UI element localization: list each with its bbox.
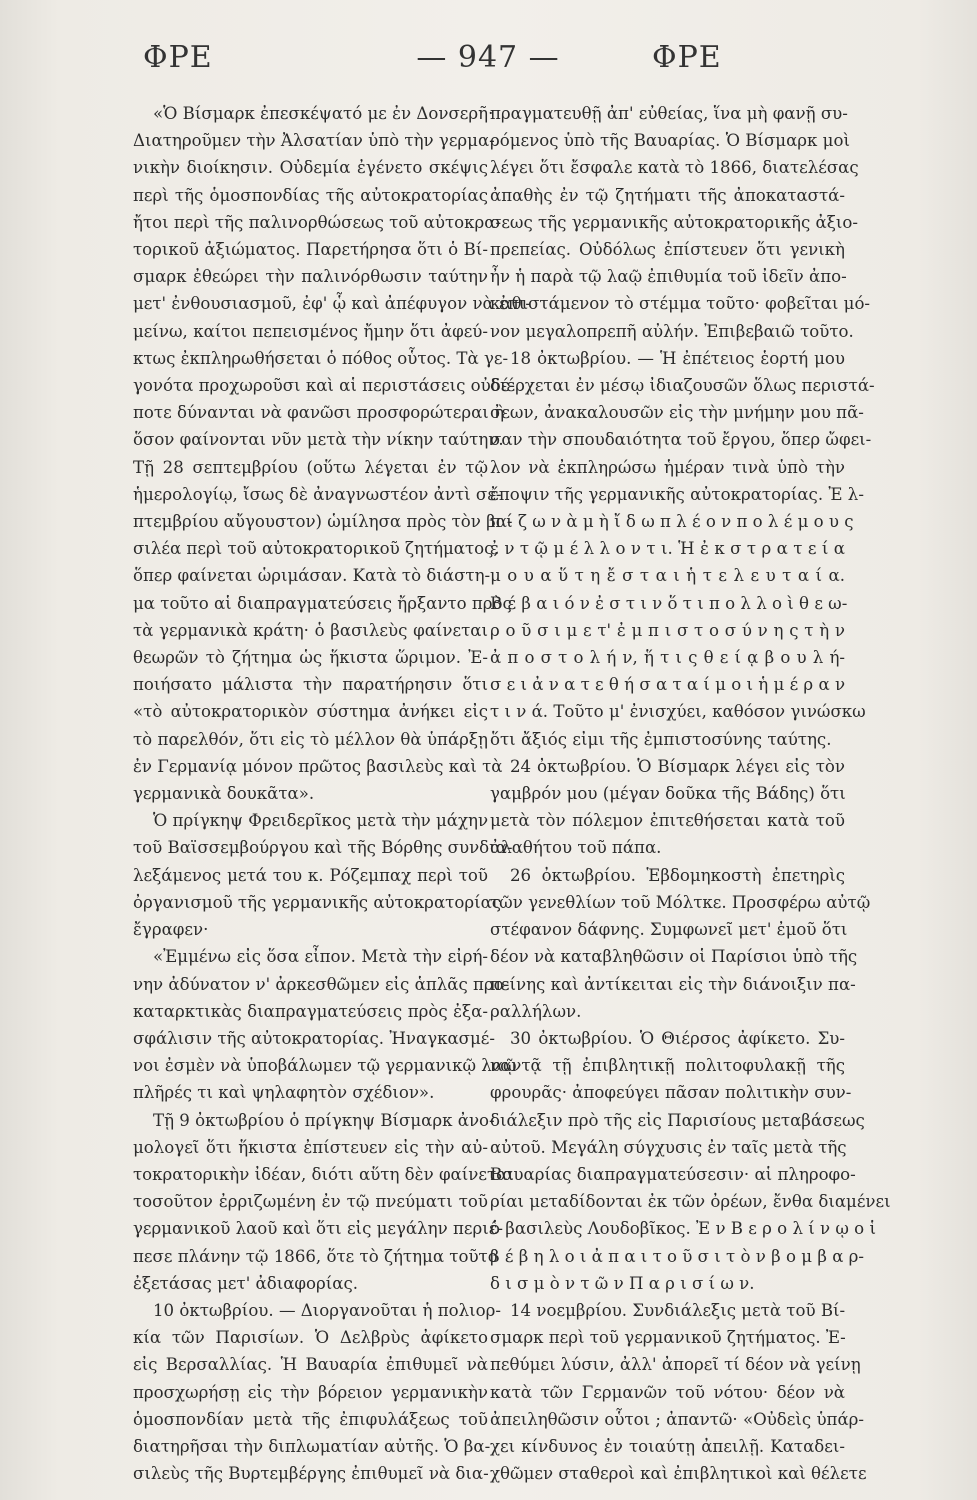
text-line: γερμανικοῦ λαοῦ καὶ ὅτι εἰς μεγάλην περιέ- bbox=[133, 1219, 503, 1239]
text-line: ἔποψιν τῆς γερμανικῆς αὐτοκρατορίας. Ἐ λ- bbox=[490, 484, 864, 504]
running-head-left: ΦΡΕ bbox=[143, 40, 213, 75]
text-line: 24 ὀκτωβρίου. Ὁ Βίσμαρκ λέγει εἰς τὸν bbox=[510, 756, 845, 776]
text-line: σμαρκ περὶ τοῦ γερμανικοῦ ζητήματος. Ἐ- bbox=[490, 1328, 846, 1348]
text-line: ἤτοι περὶ τῆς παλινορθώσεως τοῦ αὐτοκρα- bbox=[133, 212, 502, 232]
page-number: — 947 — bbox=[416, 40, 560, 75]
text-line: σφάλισιν τῆς αὐτοκρατορίας. Ἠναγκασμέ- bbox=[133, 1028, 495, 1048]
text-line: ποιήσατο μάλιστα τὴν παρατήρησιν ὅτι bbox=[133, 675, 488, 695]
text-line: ὅπερ φαίνεται ὡριμάσαν. Κατὰ τὸ διάστη- bbox=[133, 566, 491, 586]
text-line: πτεμβρίου αὔγουστον) ὡμίλησα πρὸς τὸν βα- bbox=[133, 512, 513, 532]
text-line: θεωρῶν τὸ ζήτημα ὡς ἥκιστα ὥριμον. Ἐ- bbox=[133, 648, 488, 668]
text-line: «τὸ αὐτοκρατορικὸν σύστημα ἀνήκει εἰς bbox=[133, 702, 488, 722]
text-line: διάλεξιν πρὸ τῆς εἰς Παρισίους μεταβάσεως bbox=[490, 1110, 865, 1130]
text-line: ἡμερολογίῳ, ἴσως δὲ ἀναγνωστέον ἀντὶ σε- bbox=[133, 484, 502, 504]
text-line: ρόμενος ὑπὸ τῆς Βαυαρίας. Ὁ Βίσμαρκ μοὶ bbox=[490, 131, 850, 151]
text-line: μολογεῖ ὅτι ἥκιστα ἐπίστευεν εἰς τὴν αὐ- bbox=[133, 1137, 488, 1157]
text-line: ἀ π ο σ τ ο λ ή ν, ἥ τ ι ς θ ε ί ᾳ β ο υ λ ή- bbox=[490, 648, 845, 668]
text-line: καθιστάμενον τὸ στέμμα τοῦτο· φοβεῖται μό- bbox=[490, 294, 871, 314]
text-line: σ ε ι ἀ ν α τ ε θ ή σ α τ α ί μ ο ι ἡ μ έ ρ α ν bbox=[490, 675, 846, 695]
text-line: ἀλαθήτου τοῦ πάπα. bbox=[490, 838, 662, 858]
text-line: ἦν ἡ παρὰ τῷ λαῷ ἐπιθυμία τοῦ ἰδεῖν ἀπο- bbox=[490, 267, 847, 287]
text-line: χθῶμεν σταθεροὶ καὶ ἐπιβλητικοὶ καὶ θέλετε bbox=[490, 1464, 867, 1484]
text-line: 18 ὀκτωβρίου. — Ἡ ἐπέτειος ἑορτή μου bbox=[510, 348, 845, 368]
text-line: ὅσον φαίνονται νῦν μετὰ τὴν νίκην ταύτην. bbox=[133, 430, 504, 450]
text-line: πεσε πλάνην τῷ 1866, ὅτε τὸ ζήτημα τοῦτο bbox=[133, 1246, 498, 1266]
text-line: γερμανικὰ δουκᾶτα». bbox=[133, 784, 315, 804]
text-line: μα τοῦτο αἱ διαπραγματεύσεις ἤρξαντο πρὸς bbox=[133, 593, 512, 613]
text-line: ναντᾷ τῇ ἐπιβλητικῇ πολιτοφυλακῇ τῆς bbox=[490, 1056, 845, 1076]
left-text-column bbox=[133, 100, 531, 1487]
text-line: λον νὰ ἐκπληρώσω ἡμέραν τινὰ ὑπὸ τὴν bbox=[490, 457, 845, 477]
text-line: φρουρᾶς· ἀποφεύγει πᾶσαν πολιτικὴν συν- bbox=[490, 1083, 852, 1103]
text-line: σεων, ἀνακαλουσῶν εἰς τὴν μνήμην μου πᾶ- bbox=[490, 403, 864, 423]
text-line: καταρκτικὰς διαπραγματεύσεις πρὸς ἐξα- bbox=[133, 1001, 488, 1021]
text-line: πεθύμει λύσιν, ἀλλ' ἀπορεῖ τί δέον νὰ γείνῃ bbox=[490, 1355, 861, 1375]
text-line: σμαρκ ἐθεώρει τὴν παλινόρθωσιν ταύτην bbox=[133, 267, 488, 287]
text-line: περὶ τῆς ὁμοσπονδίας τῆς αὐτοκρατορίας bbox=[133, 185, 488, 205]
right-text-column bbox=[490, 100, 891, 1487]
page-header bbox=[0, 40, 977, 90]
text-line: νον μεγαλοπρεπῆ αὐλήν. Ἐπιβεβαιῶ τοῦτο. bbox=[490, 321, 854, 341]
text-line: διατηρῆσαι τὴν διπλωματίαν αὐτῆς. Ὁ βα- bbox=[133, 1436, 491, 1456]
text-line: σιλέα περὶ τοῦ αὐτοκρατορικοῦ ζητήματος, bbox=[133, 539, 499, 559]
text-line: τοκρατορικὴν ἰδέαν, διότι αὕτη δὲν φαίνεται bbox=[133, 1164, 514, 1184]
text-line: ρίαι μεταδίδονται ἐκ τῶν ὀρέων, ἔνθα διαμένει bbox=[490, 1192, 891, 1212]
text-line: λεξάμενος μετά του κ. Ρόζεμπαχ περὶ τοῦ bbox=[133, 865, 488, 885]
text-line: ὁμοσπονδίαν μετὰ τῆς ἐπιφυλάξεως τοῦ bbox=[133, 1409, 488, 1429]
text-line: ραλλήλων. bbox=[490, 1001, 582, 1021]
text-line: ὀργανισμοῦ τῆς γερμανικῆς αὐτοκρατορίας bbox=[133, 892, 502, 912]
text-line: νοι ἐσμὲν νὰ ὑποβάλωμεν τῷ γερμανικῷ λαῷ bbox=[133, 1056, 517, 1076]
text-line: μείνω, καίτοι πεπεισμένος ἤμην ὅτι ἀφεύ- bbox=[133, 321, 488, 341]
text-line: ρ ο ῦ σ ι μ ε τ' ἐ μ π ι σ τ ο σ ύ ν η ς τ ὴ ν bbox=[490, 620, 845, 640]
text-line: μ ο υ α ὕ τ η ἔ σ τ α ι ἡ τ ε λ ε υ τ α ί α. bbox=[490, 566, 845, 586]
text-line: δέον νὰ καταβληθῶσιν οἱ Παρίσιοι ὑπὸ τῆς bbox=[490, 947, 858, 967]
text-line: χει κίνδυνος ἐν τοιαύτῃ ἀπειλῇ. Καταδει- bbox=[490, 1436, 845, 1456]
text-line: δ ι σ μ ὸ ν τ ῶ ν Π α ρ ι σ ί ω ν. bbox=[490, 1273, 755, 1293]
text-line: τῶν γενεθλίων τοῦ Μόλτκε. Προσφέρω αὐτῷ bbox=[490, 892, 871, 912]
text-line: μετ' ἐνθουσιασμοῦ, ἐφ' ᾧ καὶ ἀπέφυγον νὰ ἐπι- bbox=[133, 294, 531, 314]
text-line: τοῦ Βαϊσσεμβούργου καὶ τῆς Βόρθης συνδια- bbox=[133, 838, 513, 858]
text-line: ἀπαθὴς ἐν τῷ ζητήματι τῆς ἀποκαταστά- bbox=[490, 185, 845, 205]
text-line: πλῆρές τι καὶ ψηλαφητὸν σχέδιον». bbox=[133, 1083, 435, 1103]
text-line: ἔγραφεν· bbox=[133, 920, 209, 940]
text-line: Β έ β α ι ό ν ἐ σ τ ι ν ὅ τ ι π ο λ λ ο ὶ θ ε ω- bbox=[490, 593, 848, 613]
text-line: π ί ζ ω ν ὰ μ ὴ ἴ δ ω π λ έ ο ν π ο λ έ μ ο υ ς bbox=[490, 512, 854, 532]
text-line: γαμβρόν μου (μέγαν δοῦκα τῆς Βάδης) ὅτι bbox=[490, 784, 846, 804]
text-line: τ ι ν ά. Τοῦτο μ' ἐνισχύει, καθόσον γινώσκω bbox=[490, 702, 866, 722]
text-line: λέγει ὅτι ἔσφαλε κατὰ τὸ 1866, διατελέσας bbox=[490, 158, 859, 178]
text-line: 14 νοεμβρίου. Συνδιάλεξις μετὰ τοῦ Βί- bbox=[510, 1300, 846, 1320]
text-line: ἐξετάσας μετ' ἀδιαφορίας. bbox=[133, 1273, 359, 1293]
text-line: κατὰ τῶν Γερμανῶν τοῦ νότου· δέον νὰ bbox=[490, 1382, 845, 1402]
text-line: ὅτι ἄξιός εἰμι τῆς ἐμπιστοσύνης ταύτης. bbox=[490, 729, 832, 749]
text-line: Διατηροῦμεν τὴν Ἀλσατίαν ὑπὸ τὴν γερμα- bbox=[133, 131, 495, 151]
text-line: τοσοῦτον ἐρριζωμένη ἐν τῷ πνεύματι τοῦ bbox=[133, 1192, 488, 1212]
text-line: πείνης καὶ ἀντίκειται εἰς τὴν διάνοιξιν πα- bbox=[490, 974, 856, 994]
text-line: Τῇ 28 σεπτεμβρίου (οὕτω λέγεται ἐν τῷ bbox=[133, 457, 488, 477]
text-line: «Ἐμμένω εἰς ὅσα εἶπον. Μετὰ τὴν εἰρή- bbox=[153, 947, 488, 967]
text-line: σεως τῆς γερμανικῆς αὐτοκρατορικῆς ἀξιο- bbox=[490, 212, 859, 232]
text-line: ἀπειληθῶσιν οὗτοι ; ἀπαντῶ· «Οὐδεὶς ὑπάρ- bbox=[490, 1409, 865, 1429]
text-line: εἰς Βερσαλλίας. Ἡ Βαυαρία ἐπιθυμεῖ νὰ bbox=[133, 1355, 488, 1375]
text-line: κία τῶν Παρισίων. Ὁ Δελβρὺς ἀφίκετο bbox=[133, 1328, 488, 1348]
text-line: ἐν Γερμανίᾳ μόνον πρῶτος βασιλεὺς καὶ τὰ bbox=[133, 756, 503, 776]
text-line: ἐ ν τ ῷ μ έ λ λ ο ν τ ι. Ἡ ἐ κ σ τ ρ α τ ε ί α bbox=[490, 539, 845, 559]
text-line: ὁ βασιλεὺς Λουδοβῖκος. Ἐ ν Β ε ρ ο λ ί ν ῳ ο ἱ bbox=[490, 1219, 876, 1239]
text-line: κτως ἐκπληρωθήσεται ὁ πόθος οὗτος. Τὰ γε- bbox=[133, 348, 509, 368]
text-line: σαν τὴν σπουδαιότητα τοῦ ἔργου, ὅπερ ὤφει- bbox=[490, 430, 872, 450]
text-line: 10 ὀκτωβρίου. — Διοργανοῦται ἡ πολιορ- bbox=[153, 1300, 501, 1320]
text-line: ποτε δύνανται νὰ φανῶσι προσφορώτεραι ἢ bbox=[133, 403, 505, 423]
text-line: Ὁ πρίγκηψ Φρειδερῖκος μετὰ τὴν μάχην bbox=[153, 811, 489, 831]
text-line: 30 ὀκτωβρίου. Ὁ Θιέρσος ἀφίκετο. Συ- bbox=[510, 1028, 845, 1048]
text-line: μετὰ τὸν πόλεμον ἐπιτεθήσεται κατὰ τοῦ bbox=[490, 811, 845, 831]
text-line: προσχωρήσῃ εἰς τὴν βόρειον γερμανικὴν bbox=[133, 1382, 488, 1402]
text-line: στέφανον δάφνης. Συμφωνεῖ μετ' ἐμοῦ ὅτι bbox=[490, 920, 848, 940]
text-line: τὸ παρελθόν, ὅτι εἰς τὸ μέλλον θὰ ὑπάρξῃ bbox=[133, 729, 488, 749]
text-line: Τῇ 9 ὀκτωβρίου ὁ πρίγκηψ Βίσμαρκ ἀνο- bbox=[153, 1110, 495, 1130]
text-line: πραγματευθῇ ἀπ' εὐθείας, ἵνα μὴ φανῇ συ- bbox=[490, 104, 848, 123]
text-line: νικὴν διοίκησιν. Οὐδεμία ἐγένετο σκέψις bbox=[133, 158, 488, 178]
text-line: Βαυαρίας διαπραγματεύσεσιν· αἱ πληροφο- bbox=[490, 1164, 856, 1184]
text-line: 26 ὀκτωβρίου. Ἑβδομηκοστὴ ἐπετηρὶς bbox=[510, 865, 845, 885]
text-line: τορικοῦ ἀξιώματος. Παρετήρησα ὅτι ὁ Βί- bbox=[133, 240, 488, 260]
text-line: σιλεὺς τῆς Βυρτεμβέργης ἐπιθυμεῖ νὰ δια- bbox=[133, 1464, 489, 1484]
text-line: τὰ γερμανικὰ κράτη· ὁ βασιλεὺς φαίνεται bbox=[133, 620, 488, 640]
text-line: διέρχεται ἐν μέσῳ ἰδιαζουσῶν ὅλως περιστά- bbox=[490, 376, 875, 396]
text-line: πρεπείας. Οὐδόλως ἐπίστευεν ὅτι γενικὴ bbox=[490, 240, 845, 260]
text-line: νην ἀδύνατον ν' ἀρκεσθῶμεν εἰς ἁπλᾶς προ- bbox=[133, 974, 510, 994]
text-line: γονότα προχωροῦσι καὶ αἱ περιστάσεις οὐδέ- bbox=[133, 376, 515, 396]
text-line: «Ὁ Βίσμαρκ ἐπεσκέψατό με ἐν Δονσερῆ· bbox=[153, 104, 494, 123]
text-line: αὐτοῦ. Μεγάλη σύγχυσις ἐν ταῖς μετὰ τῆς bbox=[490, 1137, 847, 1157]
text-line: β έ β η λ ο ι ἀ π α ι τ ο ῦ σ ι τ ὸ ν β ο μ β α ρ- bbox=[490, 1246, 865, 1266]
running-head-right: ΦΡΕ bbox=[652, 40, 722, 75]
